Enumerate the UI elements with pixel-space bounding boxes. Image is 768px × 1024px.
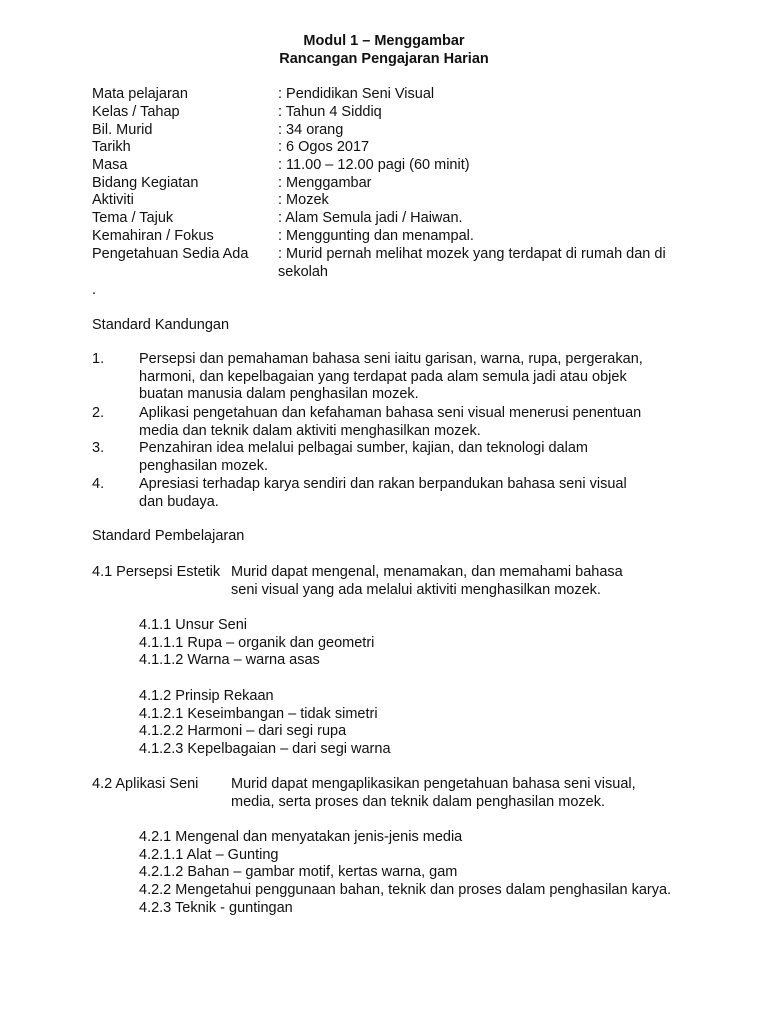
- info-label: Bil. Murid: [92, 122, 153, 138]
- section-4-2-text: Murid dapat mengaplikasikan pengetahuan bahasa seni visual, media, serta proses dan teknik dalam penghasilan mozek.: [231, 776, 636, 810]
- sub-item: 4.2.1 Mengenal dan menyatakan jenis-jenis media: [139, 829, 463, 845]
- sub-item: 4.2.1.2 Bahan – gambar motif, kertas warna, gam: [139, 864, 458, 880]
- info-label: Pengetahuan Sedia Ada: [92, 246, 249, 262]
- info-label: Masa: [92, 157, 128, 173]
- info-value: : Menggambar: [278, 175, 372, 191]
- info-value: : 34 orang: [278, 122, 344, 138]
- sub-item: 4.1.1.2 Warna – warna asas: [139, 652, 320, 668]
- standard-kandungan-heading: Standard Kandungan: [92, 317, 230, 333]
- plan-title: Rancangan Pengajaran Harian: [279, 51, 489, 67]
- info-label: Aktiviti: [92, 192, 134, 208]
- info-label: Kelas / Tahap: [92, 104, 180, 120]
- info-value: : Alam Semula jadi / Haiwan.: [278, 210, 463, 226]
- section-4-2-label: 4.2 Aplikasi Seni: [92, 776, 199, 792]
- sub-item: 4.1.1 Unsur Seni: [139, 617, 248, 633]
- sub-item: 4.1.2 Prinsip Rekaan: [139, 688, 274, 704]
- sub-item: 4.2.3 Teknik - guntingan: [139, 900, 293, 916]
- info-label: Kemahiran / Fokus: [92, 228, 214, 244]
- list-item-text: Penzahiran idea melalui pelbagai sumber, kajian, dan teknologi dalam penghasilan mozek.: [139, 440, 588, 474]
- list-number: 4.: [92, 476, 105, 492]
- info-value: : Mozek: [278, 192, 329, 208]
- module-title: Modul 1 – Menggambar: [303, 33, 465, 49]
- info-label: Mata pelajaran: [92, 86, 188, 102]
- standard-pembelajaran-heading: Standard Pembelajaran: [92, 528, 245, 544]
- list-number: 3.: [92, 440, 105, 456]
- stray-dot: .: [92, 282, 97, 298]
- info-value: : Menggunting dan menampal.: [278, 228, 474, 244]
- info-value: : 11.00 – 12.00 pagi (60 minit): [278, 157, 470, 173]
- section-4-1-label: 4.1 Persepsi Estetik: [92, 564, 221, 580]
- info-label: Tema / Tajuk: [92, 210, 174, 226]
- list-item-text: Apresiasi terhadap karya sendiri dan rakan berpandukan bahasa seni visual dan budaya.: [139, 476, 627, 510]
- info-value: : Murid pernah melihat mozek yang terdapat di rumah dan di sekolah: [278, 246, 666, 280]
- sub-item: 4.1.2.3 Kepelbagaian – dari segi warna: [139, 741, 391, 757]
- list-number: 2.: [92, 405, 105, 421]
- sub-item: 4.1.1.1 Rupa – organik dan geometri: [139, 635, 375, 651]
- list-number: 1.: [92, 351, 105, 367]
- info-label: Bidang Kegiatan: [92, 175, 199, 191]
- list-item-text: Aplikasi pengetahuan dan kefahaman bahasa seni visual menerusi penentuan media dan teknik dalam aktiviti menghasilkan mozek.: [139, 405, 642, 439]
- list-item-text: Persepsi dan pemahaman bahasa seni iaitu garisan, warna, rupa, pergerakan, harmoni, dan kepelbagaian yang terdapat pada alam semula jadi atau objek buatan manusia dalam penghasilan mozek.: [139, 351, 643, 403]
- info-value: : 6 Ogos 2017: [278, 139, 370, 155]
- info-value: : Pendidikan Seni Visual: [278, 86, 435, 102]
- sub-item: 4.2.2 Mengetahui penggunaan bahan, teknik dan proses dalam penghasilan karya.: [139, 882, 672, 898]
- info-label: Tarikh: [92, 139, 131, 155]
- info-value: : Tahun 4 Siddiq: [278, 104, 382, 120]
- sub-item: 4.2.1.1 Alat – Gunting: [139, 847, 279, 863]
- sub-item: 4.1.2.2 Harmoni – dari segi rupa: [139, 723, 347, 739]
- section-4-1-text: Murid dapat mengenal, menamakan, dan memahami bahasa seni visual yang ada melalui aktiviti menghasilkan mozek.: [231, 564, 623, 598]
- sub-item: 4.1.2.1 Keseimbangan – tidak simetri: [139, 706, 378, 722]
